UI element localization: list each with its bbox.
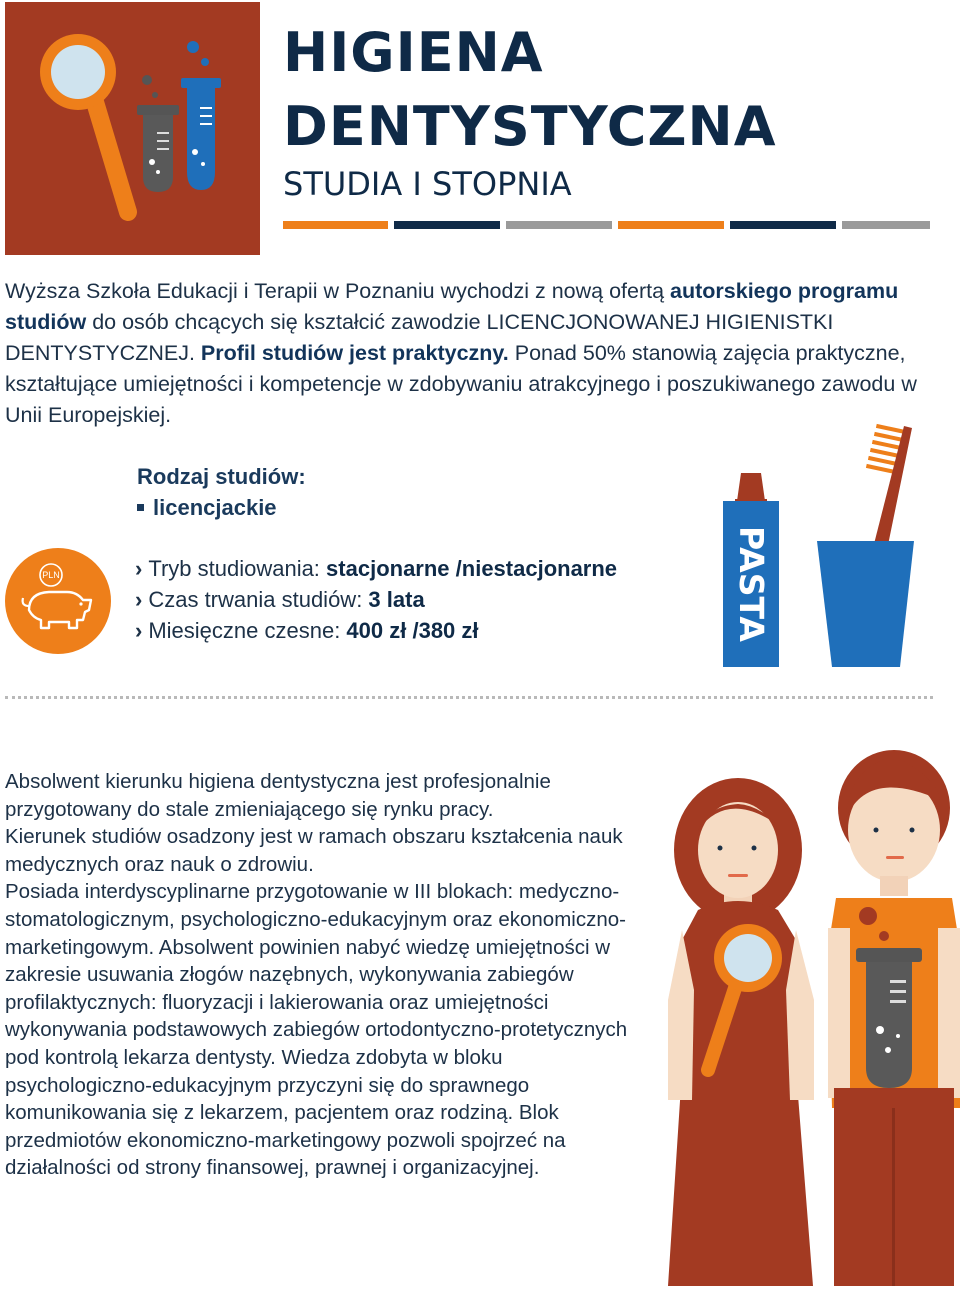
- detail-value: 3 lata: [368, 587, 425, 612]
- intro-bold: Profil studiów jest praktyczny.: [200, 341, 509, 365]
- piggy-bank-pln-icon: [5, 548, 111, 654]
- section-divider: [5, 696, 933, 699]
- woman-hygienist-illustration: [668, 770, 818, 1286]
- page-title-line1: HIGIENA: [283, 21, 544, 84]
- toothbrush-cup-icon: [812, 420, 922, 668]
- divider-segment: [283, 221, 388, 229]
- pln-label: PLN: [42, 570, 60, 580]
- study-type-label: Rodzaj studiów:: [137, 464, 306, 489]
- divider-segment: [618, 221, 724, 229]
- graduate-paragraph: Absolwent kierunku higiena dentystyczna jest profesjonalnie przygotowany do stale zmieniającego się rynku pracy.: [5, 770, 551, 821]
- intro-bold: autorskiego programu studiów: [5, 279, 899, 334]
- bullet-icon: [137, 504, 144, 511]
- divider-segment: [842, 221, 930, 229]
- graduate-paragraph: Posiada interdyscyplinarne przygotowanie w III blokach: medyczno-stomatologicznym, psychologiczno-edukacyjnym oraz ekonomiczno-marketingowym. Absolwent powinien nabyć wiedzę umiejętności w zakresie usuwania złogów nazębnych, wykonywania zabiegów profilaktycznych: fluoryzacji i lakierowania oraz umiejętności wykonywania podstawowych zabiegów ortodontyczno-protetycznych pod kontrolą lekarza dentysty. Wiedza zdobyta w bloku psychologiczno-edukacyjnym przyczyni się do sprawnego komunikowania się z lekarzem, pacjentem oraz rodziną. Blok przedmiotów ekonomiczno-marketingowy pozwoli spojrzeć na działalności od strony finansowej, prawnej i organizacyjnej.: [5, 880, 628, 1180]
- woman-figure-icon: [668, 770, 818, 1286]
- detail-label: Czas trwania studiów:: [148, 587, 369, 612]
- divider-segment: [394, 221, 500, 229]
- page-subtitle: STUDIA I STOPNIA: [283, 165, 572, 203]
- chevron-right-icon: ›: [135, 618, 143, 643]
- magnifier-testtubes-icon: [5, 2, 260, 255]
- study-type-text: licencjackie: [153, 495, 277, 520]
- toothbrush-icon: [812, 420, 922, 668]
- header-divider: [283, 221, 930, 229]
- detail-mode: [135, 555, 617, 583]
- paste-label: PASTA: [732, 526, 771, 642]
- man-figure-icon: [828, 748, 960, 1286]
- chevron-right-icon: ›: [135, 587, 143, 612]
- detail-label: Miesięczne czesne:: [148, 618, 347, 643]
- intro-text: Wyższa Szkoła Edukacji i Terapii w Poznaniu wychodzi z nową ofertą: [5, 279, 671, 303]
- intro-text: Ponad 50% stanowią zajęcia praktyczne, kształtujące umiejętności i kompetencje w zdobywaniu atrakcyjnego i poszukiwanego zawodu w Unii Europejskiej.: [5, 341, 917, 427]
- graduate-description: [5, 768, 645, 1182]
- header-illustration: [5, 2, 260, 255]
- study-type-value: [137, 494, 277, 522]
- man-hygienist-illustration: [828, 748, 960, 1286]
- detail-label: Tryb studiowania:: [148, 556, 327, 581]
- divider-segment: [506, 221, 612, 229]
- piggy-icon: [5, 548, 111, 654]
- toothpaste-icon: [723, 465, 779, 667]
- chevron-right-icon: ›: [135, 556, 143, 581]
- detail-value: 400 zł /380 zł: [346, 618, 479, 643]
- graduate-paragraph: Kierunek studiów osadzony jest w ramach obszaru kształcenia nauk medycznych oraz nauk o zdrowiu.: [5, 825, 623, 876]
- intro-paragraph: [5, 276, 935, 431]
- intro-text: do osób chcących się kształcić zawodzie LICENCJONOWANEJ HIGIENISTKI DENTYSTYCZNEJ.: [5, 310, 834, 365]
- detail-duration: [135, 586, 425, 614]
- detail-value: stacjonarne /niestacjonarne: [326, 556, 618, 581]
- detail-fee: [135, 617, 479, 645]
- divider-segment: [730, 221, 836, 229]
- page-title-line2: DENTYSTYCZNA: [283, 95, 777, 158]
